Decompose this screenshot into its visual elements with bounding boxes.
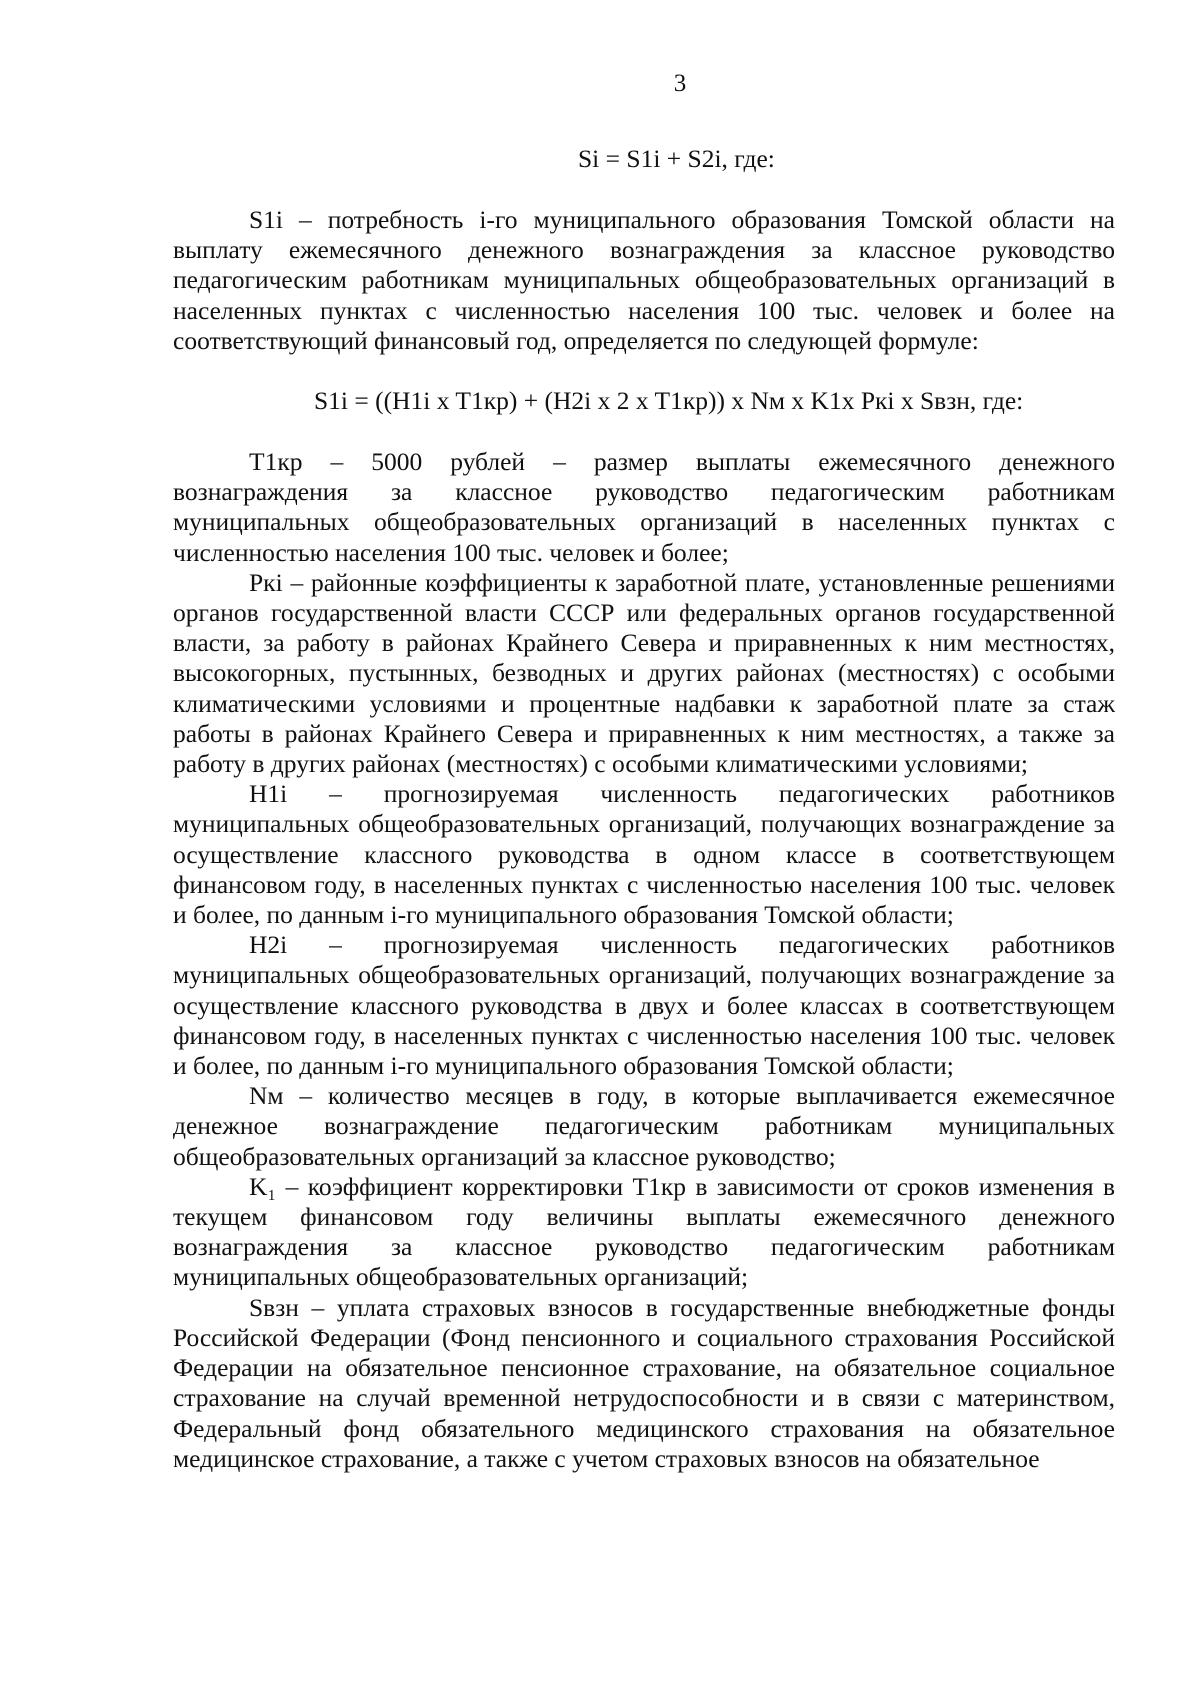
s1i-definition-block [173, 205, 1115, 356]
definition-h2i: H2i – прогнозируемая численность педагогических работников муниципальных общеобразовательных организаций, получающих вознаграждение за осуществление классного руководства в двух и более классах в соответствующем финансовом году, в населенных пунктах с численностью населения 100 тыс. человек и более, по данным i-го муниципального образования Томской области; [173, 930, 1115, 1081]
formula-s1i: S1i = ((H1i x T1кр) + (H2i x 2 x T1кр)) x Nм x K1x Pкi x Sвзн, где: [314, 386, 1024, 415]
definition-rki: Ркi – районные коэффициенты к заработной плате, установленные решениями органов государственной власти СССР или федеральных органов государственной власти, за работу в районах Крайнего Севера и приравненных к ним местностях, высокогорных, пустынных, безводных и других районах (местностях) с особыми климатическими условиями и процентные надбавки к заработной плате за стаж работы в районах Крайнего Севера и приравненных к ним местностях, а также за работу в других районах (местностях) с особыми климатическими условиями; [173, 567, 1115, 779]
definition-t1kr: T1кр – 5000 рублей – размер выплаты ежемесячного денежного вознаграждения за классное руководство педагогическим работникам муниципальных общеобразовательных организаций в населенных пунктах с численностью населения 100 тыс. человек и более; [173, 447, 1115, 567]
variable-definitions [173, 447, 1115, 1474]
definition-svzn: Sвзн – уплата страховых взносов в государственные внебюджетные фонды Российской Федерации (Фонд пенсионного и социального страхования Российской Федерации на обязательное пенсионное страхование, на обязательное социальное страхование на случай временной нетрудоспособности и в связи с материнством, Федеральный фонд обязательного медицинского страхования на обязательное медицинское страхование, а также с учетом страховых взносов на обязательное [173, 1292, 1115, 1473]
definition-nm: Nм – количество месяцев в году, в которые выплачивается ежемесячное денежное вознаграждение педагогическим работникам муниципальных общеобразовательных организаций за классное руководство; [173, 1081, 1115, 1171]
page-number: 3 [673, 70, 687, 97]
definition-k1: K₁ – коэффициент корректировки T1кр в зависимости от сроков изменения в текущем финансовом году величины выплаты ежемесячного денежного вознаграждения за классное руководство педагогическим работникам муниципальных общеобразовательных организаций; [173, 1171, 1115, 1292]
paragraph-s1i: S1i – потребность i-го муниципального образования Томской области на выплату ежемесячного денежного вознаграждения за классное руководство педагогическим работникам муниципальных общеобразовательных организаций в населенных пунктах с численностью населения 100 тыс. человек и более на соответствующий финансовый год, определяется по следующей формуле: [173, 205, 1115, 355]
formula-si: Si = S1i + S2i, где: [578, 144, 775, 173]
definition-h1i: H1i – прогнозируемая численность педагогических работников муниципальных общеобразовательных организаций, получающих вознаграждение за осуществление классного руководства в одном классе в соответствующем финансовом году, в населенных пунктах с численностью населения 100 тыс. человек и более, по данным i-го муниципального образования Томской области; [173, 779, 1115, 930]
